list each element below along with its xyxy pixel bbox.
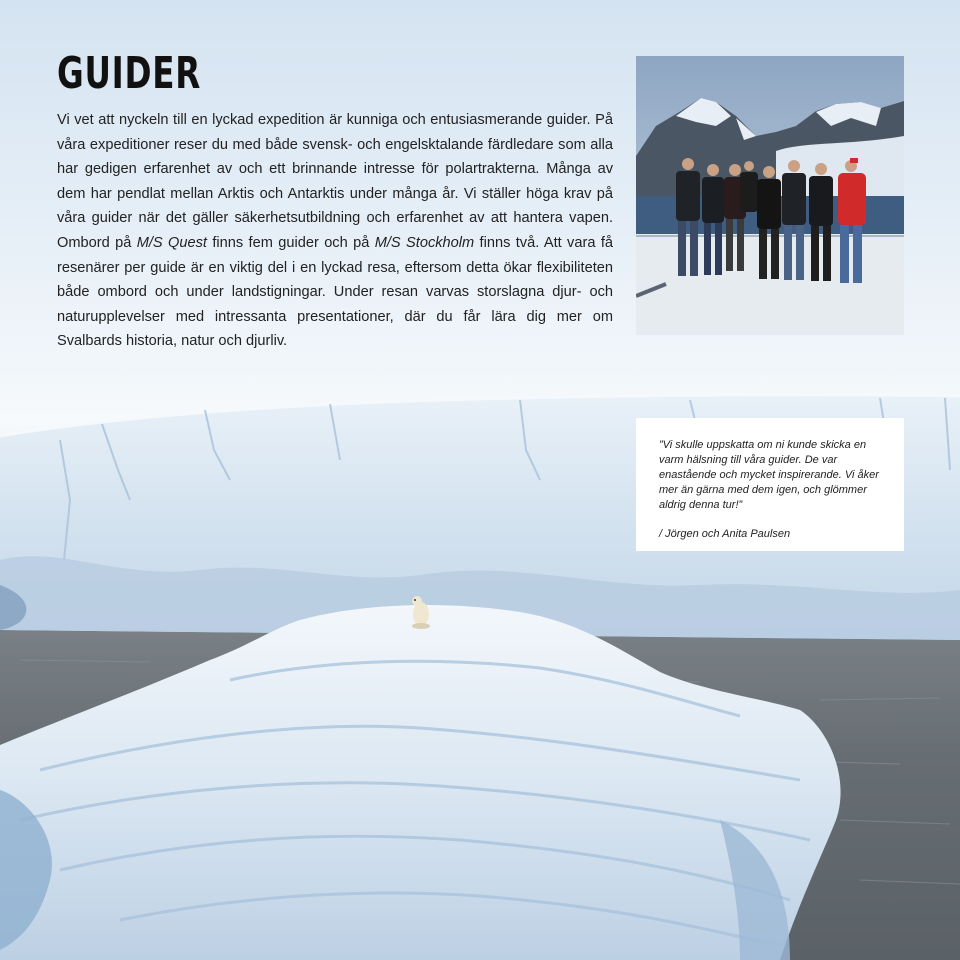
testimonial-text: ”Vi skulle uppskatta om ni kunde skicka en varm hälsning till våra guider. De var enastående och mycket inspirerande. Vi åker mer än gärna med dem igen, och glömmer aldrig denna tur!” bbox=[659, 439, 879, 511]
photo-deck bbox=[636, 234, 904, 335]
testimonial-author: / Jörgen och Anita Paulsen bbox=[659, 528, 791, 540]
intro-paragraph bbox=[57, 108, 613, 354]
paragraph-part-3: finns två. Att vara få resenärer per guide är en viktig del i en lyckad resa, eftersom detta ökar flexibiliteten både ombord och under landstigningar. Under resan varvas storslagna djur- och naturupplevelser med intressanta presentationer, där du får lära dig mer om Svalbards historia, natur och djurliv. bbox=[57, 234, 613, 350]
paragraph-part-2: finns fem guider och på bbox=[206, 234, 375, 251]
ship-name-quest: M/S Quest bbox=[136, 234, 207, 251]
testimonial-box bbox=[636, 418, 904, 551]
guides-group-photo bbox=[636, 56, 904, 335]
page-title: GUIDER bbox=[57, 48, 202, 99]
paragraph-part-1: Vi vet att nyckeln till en lyckad expedition är kunniga och entusiasmerande guider. På våra expeditioner reser du med både svensk- och engelsktalande färdledare som alla har gedigen erfarenhet av och ett brinnande intresse för polartrakterna. Många av dem har pendlat mellan Arktis och Antarktis under många år. Vi ställer höga krav på våra guider när det gäller säkerhetsutbildning och erfarenhet av att hantera vapen. Ombord på bbox=[57, 112, 613, 251]
ship-name-stockholm: M/S Stockholm bbox=[374, 234, 475, 251]
